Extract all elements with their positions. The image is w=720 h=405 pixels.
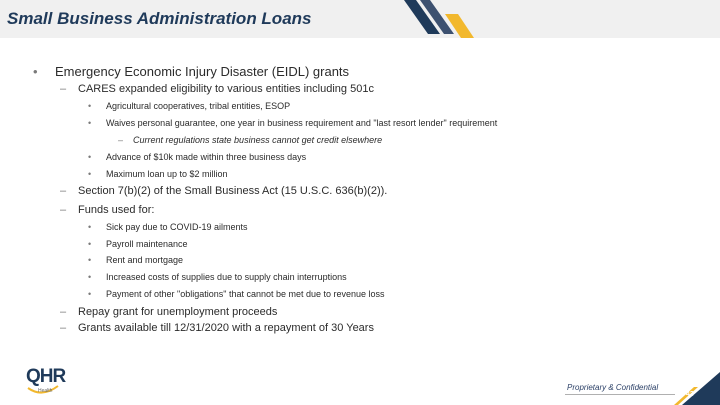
- list-item: Rent and mortgage: [106, 255, 184, 265]
- list-item: Payment of other "obligations" that cannot be met due to revenue loss: [106, 289, 385, 299]
- list-item: Current regulations state business cannot get credit elsewhere: [133, 135, 383, 145]
- list-item: Funds used for:: [78, 204, 155, 216]
- dash-marker: –: [60, 204, 67, 216]
- list-item: Maximum loan up to $2 million: [106, 169, 228, 179]
- list-item: Repay grant for unemployment proceeds: [78, 306, 278, 318]
- bullet-marker: •: [33, 64, 38, 79]
- dash-marker: –: [60, 322, 67, 334]
- dash-marker: –: [60, 306, 67, 318]
- page-number: 43: [686, 391, 694, 398]
- bullet-marker: •: [88, 239, 92, 249]
- list-item: Advance of $10k made within three business days: [106, 152, 307, 162]
- footer-divider: [565, 394, 675, 395]
- logo-wordmark: QHR: [26, 366, 66, 387]
- qhr-logo: [26, 366, 76, 400]
- bullet-marker: •: [88, 255, 92, 265]
- logo-tagline: Health: [38, 388, 53, 394]
- bullet-marker: •: [88, 152, 92, 162]
- corner-accent-graphic: [660, 370, 720, 405]
- list-item: Agricultural cooperatives, tribal entities, ESOP: [106, 101, 291, 111]
- list-item: Sick pay due to COVID-19 ailments: [106, 222, 248, 232]
- page-title: Small Business Administration Loans: [7, 9, 312, 28]
- list-item: Section 7(b)(2) of the Small Business Act (15 U.S.C. 636(b)(2)).: [78, 185, 388, 197]
- list-item: Payroll maintenance: [106, 239, 188, 249]
- bullet-marker: •: [88, 101, 92, 111]
- bullet-marker: •: [88, 118, 92, 128]
- bullet-marker: •: [88, 272, 92, 282]
- bullet-marker: •: [88, 222, 92, 232]
- dash-marker: –: [60, 185, 67, 197]
- dash-marker: –: [60, 83, 67, 95]
- list-item: Waives personal guarantee, one year in business requirement and "last resort lender" requirement: [106, 118, 498, 128]
- bullet-marker: •: [88, 289, 92, 299]
- dash-marker: –: [118, 135, 124, 145]
- list-item: CARES expanded eligibility to various entities including 501c: [78, 83, 374, 95]
- bullet-marker: •: [88, 169, 92, 179]
- footer-confidential: Proprietary & Confidential: [567, 383, 659, 392]
- list-item: Emergency Economic Injury Disaster (EIDL) grants: [55, 64, 350, 79]
- list-item: Grants available till 12/31/2020 with a repayment of 30 Years: [78, 322, 374, 334]
- list-item: Increased costs of supplies due to supply chain interruptions: [106, 272, 347, 282]
